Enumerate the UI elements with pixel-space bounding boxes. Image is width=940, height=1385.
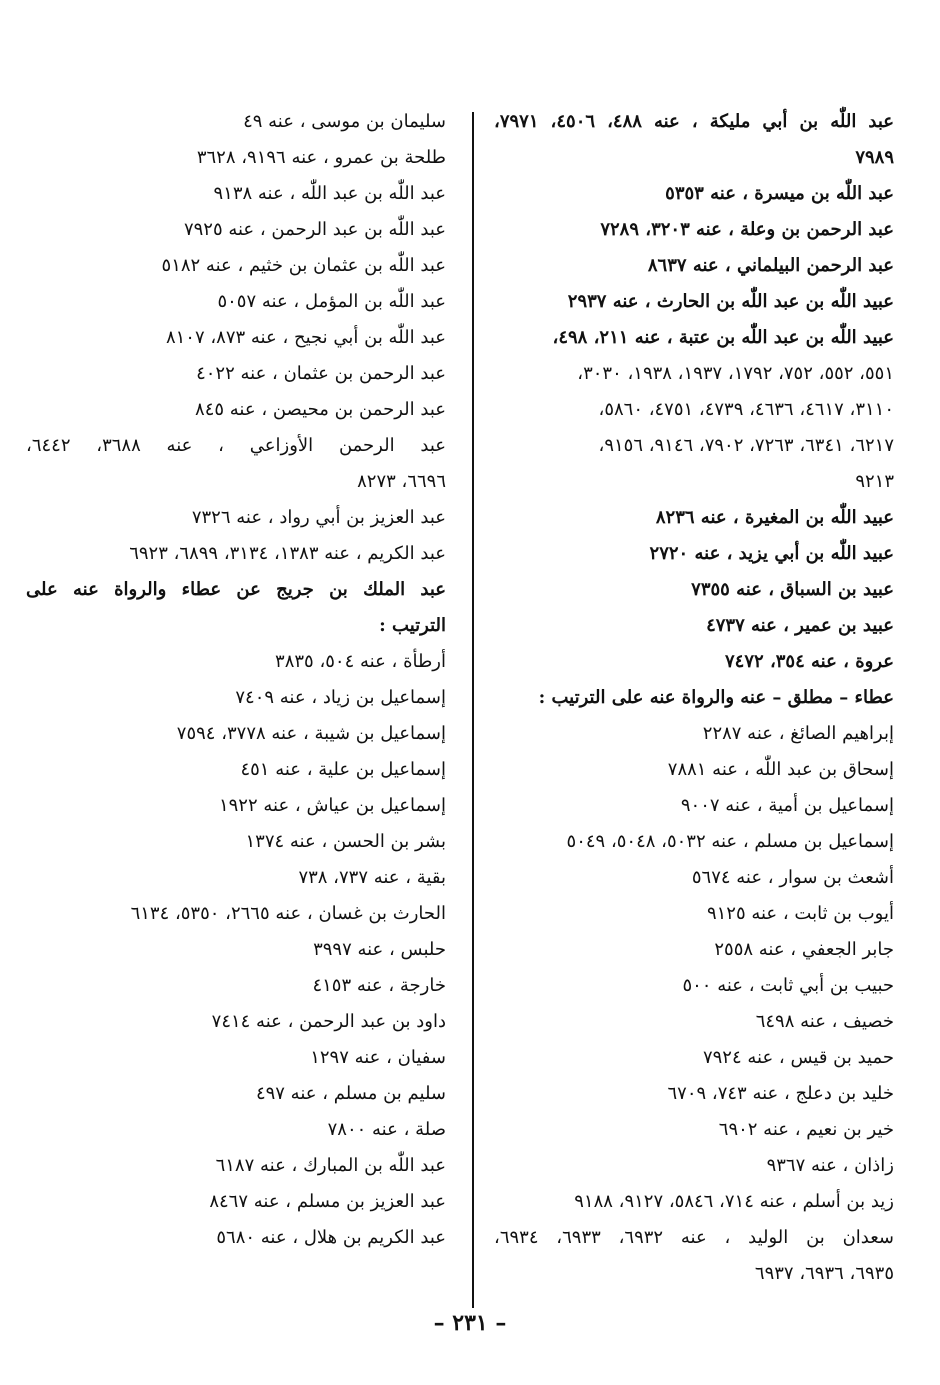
index-entry-continuation: ٧٩٨٩ bbox=[855, 147, 894, 168]
index-entry bbox=[26, 896, 446, 932]
index-entry bbox=[494, 248, 894, 284]
index-entry-text: عبيد اللّٰه بن أبي يزيد ، عنه ٢٧٢٠ bbox=[649, 543, 894, 564]
index-entry-text: ٩٢١٣ bbox=[855, 471, 894, 492]
index-entry-text: إسماعيل بن عياش ، عنه ١٩٢٢ bbox=[218, 795, 446, 816]
index-entry-text: سعدان بن الوليد ، عنه ٦٩٣٢، ٦٩٣٣، ٦٩٣٤، bbox=[494, 1227, 895, 1248]
column-divider bbox=[472, 112, 474, 1308]
index-entry bbox=[26, 716, 446, 752]
index-entry-text: جابر الجعفي ، عنه ٢٥٥٨ bbox=[714, 939, 894, 960]
index-entry-text: طلحة بن عمرو ، عنه ٩١٩٦، ٣٦٢٨ bbox=[196, 147, 446, 168]
index-entry bbox=[494, 896, 894, 932]
index-entry bbox=[494, 1076, 894, 1112]
index-entry-text: عبد اللّٰه بن أبي نجيح ، عنه ٨٧٣، ٨١٠٧ bbox=[165, 327, 446, 348]
index-entry-text: خليد بن دعلج ، عنه ٧٤٣، ٦٧٠٩ bbox=[667, 1083, 894, 1104]
index-entry-text: عبيد اللّٰه بن عبد اللّٰه بن الحارث ، عنه ٢٩٣٧ bbox=[567, 291, 894, 312]
index-entry-text: ٦٢١٧، ٦٣٤١، ٧٢٦٣، ٧٩٠٢، ٩١٤٦، ٩١٥٦، bbox=[598, 435, 894, 456]
index-entry bbox=[26, 932, 446, 968]
index-entry bbox=[494, 572, 894, 608]
index-entry-text: عبد اللّٰه بن عبد الرحمن ، عنه ٧٩٢٥ bbox=[183, 219, 446, 240]
index-entry-text: عبد الرحمن بن وعلة ، عنه ٣٢٠٣، ٧٢٨٩ bbox=[600, 219, 894, 240]
index-entry-text: صلة ، عنه ٧٨٠٠ bbox=[327, 1119, 446, 1140]
index-entry bbox=[494, 428, 894, 464]
index-entry-text: عبد الكريم بن هلال ، عنه ٥٦٨٠ bbox=[216, 1227, 446, 1248]
index-entry-continuation: ٦٦٩٦، ٨٢٧٣ bbox=[357, 471, 446, 492]
index-entry bbox=[26, 968, 446, 1004]
index-entry-text: عبيد بن السباق ، عنه ٧٣٥٥ bbox=[691, 579, 894, 600]
right-column bbox=[494, 104, 894, 1292]
index-entry-text: إسماعيل بن زياد ، عنه ٧٤٠٩ bbox=[235, 687, 446, 708]
index-entry-text: إسماعيل بن شيبة ، عنه ٣٧٧٨، ٧٥٩٤ bbox=[176, 723, 446, 744]
index-entry-text: عبد اللّٰه بن عبد اللّٰه ، عنه ٩١٣٨ bbox=[213, 183, 446, 204]
index-entry bbox=[26, 1040, 446, 1076]
index-entry bbox=[26, 176, 446, 212]
index-entry-text: الحارث بن غسان ، عنه ٢٦٦٥، ٥٣٥٠، ٦١٣٤ bbox=[130, 903, 446, 924]
index-entry bbox=[26, 1004, 446, 1040]
index-entry bbox=[26, 1112, 446, 1148]
index-entry bbox=[494, 356, 894, 392]
index-entry-text: عبيد اللّٰه بن المغيرة ، عنه ٨٢٣٦ bbox=[655, 507, 894, 528]
index-entry bbox=[494, 1220, 894, 1292]
index-entry bbox=[494, 500, 894, 536]
index-entry-text: أشعث بن سوار ، عنه ٥٦٧٤ bbox=[691, 867, 894, 888]
index-entry-text: عبد الرحمن بن عثمان ، عنه ٤٠٢٢ bbox=[196, 363, 446, 384]
index-entry bbox=[26, 392, 446, 428]
index-entry-text: أرطأة ، عنه ٥٠٤، ٣٨٣٥ bbox=[275, 651, 446, 672]
index-entry bbox=[494, 320, 894, 356]
index-entry bbox=[26, 1184, 446, 1220]
index-entry-continuation: الترتيب : bbox=[379, 615, 446, 636]
index-entry bbox=[494, 212, 894, 248]
index-entry bbox=[494, 860, 894, 896]
index-entry-text: بشر بن الحسن ، عنه ١٣٧٤ bbox=[245, 831, 446, 852]
index-entry-text: حبيب بن أبي ثابت ، عنه ٥٠٠ bbox=[682, 975, 894, 996]
index-entry bbox=[26, 248, 446, 284]
index-entry-text: حميد بن قيس ، عنه ٧٩٢٤ bbox=[702, 1047, 894, 1068]
index-entry-text: عبد العزيز بن أبي رواد ، عنه ٧٣٢٦ bbox=[191, 507, 446, 528]
left-column bbox=[26, 104, 446, 1256]
index-entry-text: حلبس ، عنه ٣٩٩٧ bbox=[313, 939, 446, 960]
index-entry-text: إسحاق بن عبد اللّٰه ، عنه ٧٨٨١ bbox=[667, 759, 894, 780]
index-entry bbox=[26, 1148, 446, 1184]
index-entry-text: عبد الملك بن جريج عن عطاء والرواة عنه على bbox=[26, 579, 446, 600]
index-entry bbox=[494, 1004, 894, 1040]
index-entry-text: عبد اللّٰه بن عثمان بن خثيم ، عنه ٥١٨٢ bbox=[161, 255, 446, 276]
index-entry bbox=[494, 1184, 894, 1220]
index-entry-text: عروة ، عنه ٣٥٤، ٧٤٧٢ bbox=[725, 651, 894, 672]
index-entry-text: إسماعيل بن علية ، عنه ٤٥١ bbox=[240, 759, 446, 780]
index-entry bbox=[494, 1112, 894, 1148]
index-entry-continuation: ٦٩٣٥، ٦٩٣٦، ٦٩٣٧ bbox=[754, 1263, 894, 1284]
index-entry bbox=[26, 788, 446, 824]
index-entry bbox=[26, 1076, 446, 1112]
index-entry-text: عطاء – مطلق – عنه والرواة عنه على الترتيب : bbox=[538, 687, 894, 708]
index-entry bbox=[26, 536, 446, 572]
index-entry bbox=[494, 392, 894, 428]
index-entry-text: إسماعيل بن مسلم ، عنه ٥٠٣٢، ٥٠٤٨، ٥٠٤٩ bbox=[566, 831, 894, 852]
index-entry-text: سفيان ، عنه ١٢٩٧ bbox=[310, 1047, 446, 1068]
index-entry bbox=[26, 356, 446, 392]
index-entry-text: عبد العزيز بن مسلم ، عنه ٨٤٦٧ bbox=[209, 1191, 446, 1212]
index-entry bbox=[26, 140, 446, 176]
index-entry-text: زيد بن أسلم ، عنه ٧١٤، ٥٨٤٦، ٩١٢٧، ٩١٨٨ bbox=[574, 1191, 894, 1212]
index-entry bbox=[494, 788, 894, 824]
index-entry bbox=[494, 104, 894, 176]
index-entry-text: بقية ، عنه ٧٣٧، ٧٣٨ bbox=[298, 867, 446, 888]
index-entry-text: سليم بن مسلم ، عنه ٤٩٧ bbox=[255, 1083, 446, 1104]
index-entry bbox=[26, 284, 446, 320]
index-entry-text: إسماعيل بن أمية ، عنه ٩٠٠٧ bbox=[680, 795, 894, 816]
page-number: – ٢٣١ – bbox=[433, 1310, 507, 1336]
index-entry bbox=[26, 320, 446, 356]
index-entry-text: عبيد بن عمير ، عنه ٤٧٣٧ bbox=[706, 615, 894, 636]
index-entry bbox=[494, 932, 894, 968]
index-entry bbox=[494, 284, 894, 320]
index-entry bbox=[26, 860, 446, 896]
index-entry-text: عبد اللّٰه بن المؤمل ، عنه ٥٠٥٧ bbox=[217, 291, 446, 312]
index-entry-text: عبد الرحمن البيلماني ، عنه ٨٦٣٧ bbox=[647, 255, 894, 276]
index-entry bbox=[26, 212, 446, 248]
index-entry bbox=[26, 680, 446, 716]
index-entry bbox=[494, 608, 894, 644]
index-entry-text: سليمان بن موسى ، عنه ٤٩ bbox=[243, 111, 446, 132]
index-entry bbox=[26, 428, 446, 500]
index-entry-text: خير بن نعيم ، عنه ٦٩٠٢ bbox=[718, 1119, 894, 1140]
index-entry-text: عبد اللّٰه بن المبارك ، عنه ٦١٨٧ bbox=[215, 1155, 446, 1176]
index-entry bbox=[494, 644, 894, 680]
index-entry-text: إبراهيم الصائغ ، عنه ٢٢٨٧ bbox=[702, 723, 894, 744]
index-entry bbox=[26, 824, 446, 860]
index-entry bbox=[26, 752, 446, 788]
index-entry bbox=[494, 464, 894, 500]
index-entry-text: ٥٥١، ٥٥٢، ٧٥٢، ١٧٩٢، ١٩٣٧، ١٩٣٨، ٣٠٣٠، bbox=[577, 363, 894, 384]
index-entry bbox=[26, 1220, 446, 1256]
index-entry-text: عبد اللّٰه بن ميسرة ، عنه ٥٣٥٣ bbox=[665, 183, 894, 204]
index-entry bbox=[26, 104, 446, 140]
index-entry bbox=[26, 644, 446, 680]
index-entry bbox=[494, 1148, 894, 1184]
index-entry-text: أيوب بن ثابت ، عنه ٩١٢٥ bbox=[706, 903, 894, 924]
index-entry bbox=[494, 1040, 894, 1076]
index-entry-text: عبد الرحمن بن محيصن ، عنه ٨٤٥ bbox=[195, 399, 446, 420]
index-entry bbox=[26, 500, 446, 536]
index-entry bbox=[494, 752, 894, 788]
index-entry-text: خارجة ، عنه ٤١٥٣ bbox=[312, 975, 446, 996]
index-entry bbox=[494, 680, 894, 716]
index-entry-text: عبد الرحمن الأوزاعي ، عنه ٣٦٨٨، ٦٤٤٢، bbox=[26, 435, 446, 456]
index-entry-text: زاذان ، عنه ٩٣٦٧ bbox=[766, 1155, 894, 1176]
index-entry bbox=[494, 824, 894, 860]
index-entry-text: داود بن عبد الرحمن ، عنه ٧٤١٤ bbox=[211, 1011, 446, 1032]
index-entry-text: عبيد اللّٰه بن عبد اللّٰه بن عتبة ، عنه ٢١١، ٤٩٨، bbox=[552, 327, 894, 348]
index-entry-text: ٣١١٠، ٤٦١٧، ٤٦٣٦، ٤٧٣٩، ٤٧٥١، ٥٨٦٠، bbox=[598, 399, 894, 420]
index-entry-text: عبد اللّٰه بن أبي مليكة ، عنه ٤٨٨، ٤٥٠٦، ٧٩٧١، bbox=[494, 111, 895, 132]
index-entry-text: عبد الكريم ، عنه ١٣٨٣، ٣١٣٤، ٦٨٩٩، ٦٩٢٣ bbox=[129, 543, 446, 564]
index-entry bbox=[494, 176, 894, 212]
index-entry bbox=[494, 968, 894, 1004]
index-entry-text: خصيف ، عنه ٦٤٩٨ bbox=[755, 1011, 894, 1032]
index-entry bbox=[494, 716, 894, 752]
index-entry bbox=[26, 572, 446, 644]
index-entry bbox=[494, 536, 894, 572]
